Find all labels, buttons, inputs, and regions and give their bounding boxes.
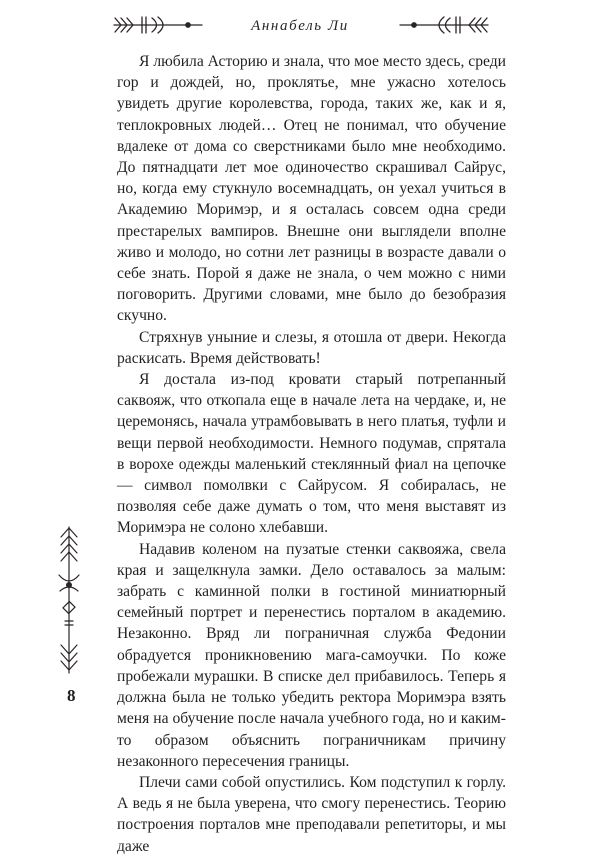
body-text (117, 51, 506, 857)
paragraph: Я достала из-под кровати старый потрепанный саквояж, что откопала еще в начале лета на чердаке, и, не церемонясь, начала утрамбовывать в него платья, туфли и вещи первой необходимости. Немного подумав, спрятала в ворохе одежды маленький стеклянный фиал на цепочке — символ помолвки с Сайрусом. Я собиралась, не позволяя себе даже думать о том, что меня выставят из Моримэра не солоно хлебавши. (117, 371, 506, 537)
paragraph: Я любила Асторию и знала, что мое место здесь, среди гор и дождей, но, проклятье, мне ужасно хотелось увидеть другие королевства, города, таких же, как и я, теплокровных людей… Отец не понимал, что обучение вдалеке от дома со сверстниками было мне необходимо. До пятнадцати лет мое одиночество скрашивал Сайрус, но, когда ему стукнуло восемнадцать, он уехал учиться в Академию Моримэр, и я осталась совсем одна среди престарелых вампиров. Внешне они выглядели вполне живо и молодо, но сотни лет разницы в возрасте давали о себе знать. Порой я даже не знала, о чем можно с ними поговорить. Другими словами, мне было до безобразия скучно. (117, 53, 506, 325)
paragraph: Надавив коленом на пузатые стенки саквояжа, свела края и защелкнула замки. Дело оставалось за малым: забрать с каминной полки в гостиной миниатюрный семейный портрет и перенестись порталом в академию. Незаконно. Вряд ли пограничная служба Федонии обрадуется проникновению мага-самоучки. По коже пробежали мурашки. В списке дел прибавилось. Теперь я должна была не только убедить ректора Моримэра взять меня на обучение после начала учебного года, но и каким-то образом объяснить пограничникам причину незаконного пересечения границы. (117, 540, 506, 770)
page-number: 8 (67, 686, 76, 705)
paragraph: Плечи сами собой опустились. Ком подступил к горлу. А ведь я не была уверена, что смогу перенестись. Теорию построения порталов мне преподавали репетиторы, и мы даже (117, 773, 506, 855)
side-arrow-ornament-icon (54, 525, 84, 675)
right-ornament-icon (398, 14, 490, 36)
paragraph: Стряхнув уныние и слезы, я отошла от двери. Некогда раскисать. Время действовать! (117, 328, 506, 367)
page-header (0, 14, 600, 40)
running-title: Аннабель Ли (251, 18, 349, 34)
